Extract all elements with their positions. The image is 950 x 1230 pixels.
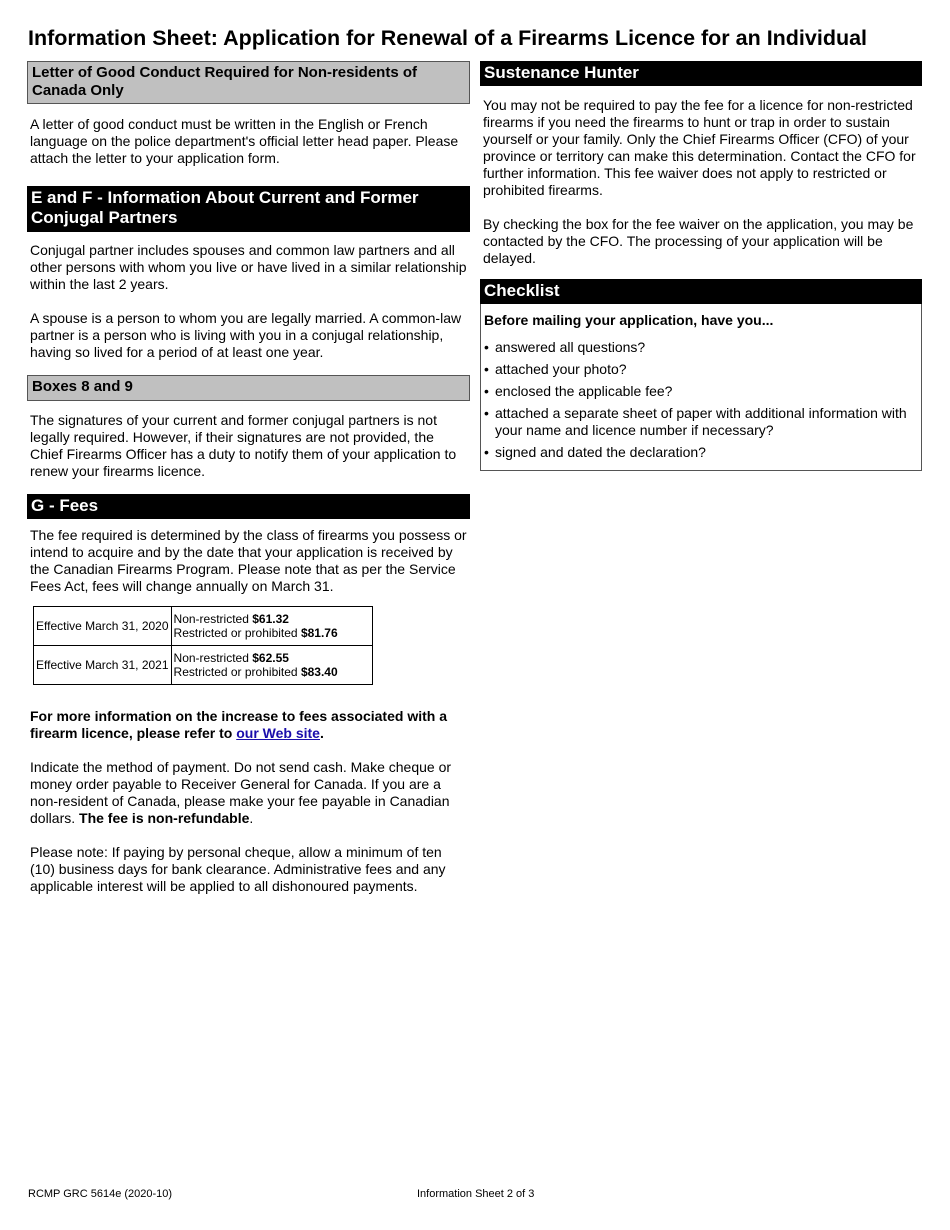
fees-more-info: For more information on the increase to fees associated with a firearm licence, please refer to our Web site. [30, 708, 447, 741]
fee-row [34, 646, 373, 685]
good-conduct-text: A letter of good conduct must be written in the English or French language on the police department's official letter head paper. Please attach the letter to your application form. [30, 116, 459, 166]
fees-payment-text: Indicate the method of payment. Do not send cash. Make cheque or money order payable to Receiver General for Canada. If you are a non-resident of Canada, please make your fee payable in Canadian dollars. [30, 759, 452, 826]
restricted-fee: $81.76 [300, 626, 338, 640]
fees-non-refundable: The fee is non-refundable [79, 810, 250, 826]
checklist-heading: Checklist [480, 279, 922, 304]
page-title: Information Sheet: Application for Renewal of a Firearms Licence for an Individual [28, 26, 868, 50]
page-number: Information Sheet 2 of 3 [417, 1188, 535, 1200]
checklist-item [484, 339, 918, 356]
sustenance-text-2: By checking the box for the fee waiver on the application, you may be contacted by the CFO. The processing of your application will be delayed. [483, 216, 914, 266]
boxes-heading: Boxes 8 and 9 [27, 375, 470, 401]
restricted-fee: $83.40 [300, 665, 338, 679]
checklist-item-text: answered all questions? [495, 339, 646, 355]
partners-heading: E and F - Information About Current and Former Conjugal Partners [27, 186, 470, 232]
sustenance-text-1: You may not be required to pay the fee for a licence for non-restricted firearms if you need the firearms to hunt or trap in order to sustain yourself or your family. Only the Chief Firearms Officer (CFO) of your province or territory can make this determination. Contact the CFO for further information. This fee waiver does not apply to restricted or prohibited firearms. [483, 97, 916, 198]
nonrestricted-fee: $61.32 [252, 612, 289, 626]
sustenance-heading: Sustenance Hunter [480, 61, 922, 86]
fees-payment: Indicate the method of payment. Do not send cash. Make cheque or money order payable to Receiver General for Canada. If you are a non-resident of Canada, please make your fee payable in Canadian dollars. The fee is non-refundable. [30, 759, 452, 826]
checklist-item-text: enclosed the applicable fee? [495, 383, 673, 399]
form-number: RCMP GRC 5614e (2020-10) [28, 1188, 173, 1200]
fee-date-cell: Effective March 31, 2020 [34, 607, 172, 646]
fees-more-info-text: For more information on the increase to fees associated with a firearm licence, please refer to [30, 708, 447, 741]
nonrestricted-fee: $62.55 [252, 651, 289, 665]
fee-amounts-cell [171, 607, 372, 646]
bullet-icon: • [484, 361, 489, 377]
nonrestricted-label: Non-restricted [173, 612, 249, 626]
checklist-box [480, 304, 922, 471]
good-conduct-heading: Letter of Good Conduct Required for Non-residents of Canada Only [27, 61, 470, 104]
bullet-icon: • [484, 405, 489, 421]
right-column [480, 61, 922, 471]
checklist-item [484, 361, 918, 378]
bullet-icon: • [484, 383, 489, 399]
checklist-intro: Before mailing your application, have you... [484, 312, 774, 328]
partners-text-2: A spouse is a person to whom you are legally married. A common-law partner is a person who is living with you in a conjugal relationship, having so lived for a period of at least one year. [30, 310, 462, 360]
checklist-item [484, 383, 918, 400]
nonrestricted-label: Non-restricted [173, 651, 249, 665]
fees-cheque-note: Please note: If paying by personal cheque, allow a minimum of ten (10) business days for bank clearance. Administrative fees and any applicable interest will be applied to all dishonoured payments. [30, 844, 446, 894]
restricted-label: Restricted or prohibited [173, 665, 298, 679]
restricted-label: Restricted or prohibited [173, 626, 298, 640]
bullet-icon: • [484, 444, 489, 460]
checklist-item [484, 444, 918, 461]
fees-intro: The fee required is determined by the class of firearms you possess or intend to acquire and by the date that your application is received by the Canadian Firearms Program. Please note that as per the Service Fees Act, fees will change annually on March 31. [30, 527, 467, 594]
checklist [484, 339, 918, 461]
checklist-item-text: signed and dated the declaration? [495, 444, 706, 460]
checklist-item-text: attached a separate sheet of paper with additional information with your name and licence number if necessary? [495, 405, 907, 438]
fee-amounts-cell [171, 646, 372, 685]
fee-date-cell: Effective March 31, 2021 [34, 646, 172, 685]
fees-heading: G - Fees [27, 494, 470, 519]
left-column [27, 61, 470, 895]
partners-text-1: Conjugal partner includes spouses and common law partners and all other persons with whom you live or have lived in a similar relationship within the last 2 years. [30, 242, 467, 292]
fees-table [33, 606, 373, 685]
boxes-text: The signatures of your current and former conjugal partners is not legally required. However, if their signatures are not provided, the Chief Firearms Officer has a duty to notify them of your application to renew your firearms licence. [30, 412, 457, 479]
web-site-link[interactable]: our Web site [236, 725, 320, 741]
bullet-icon: • [484, 339, 489, 355]
fee-row [34, 607, 373, 646]
checklist-item [484, 405, 918, 439]
checklist-item-text: attached your photo? [495, 361, 627, 377]
